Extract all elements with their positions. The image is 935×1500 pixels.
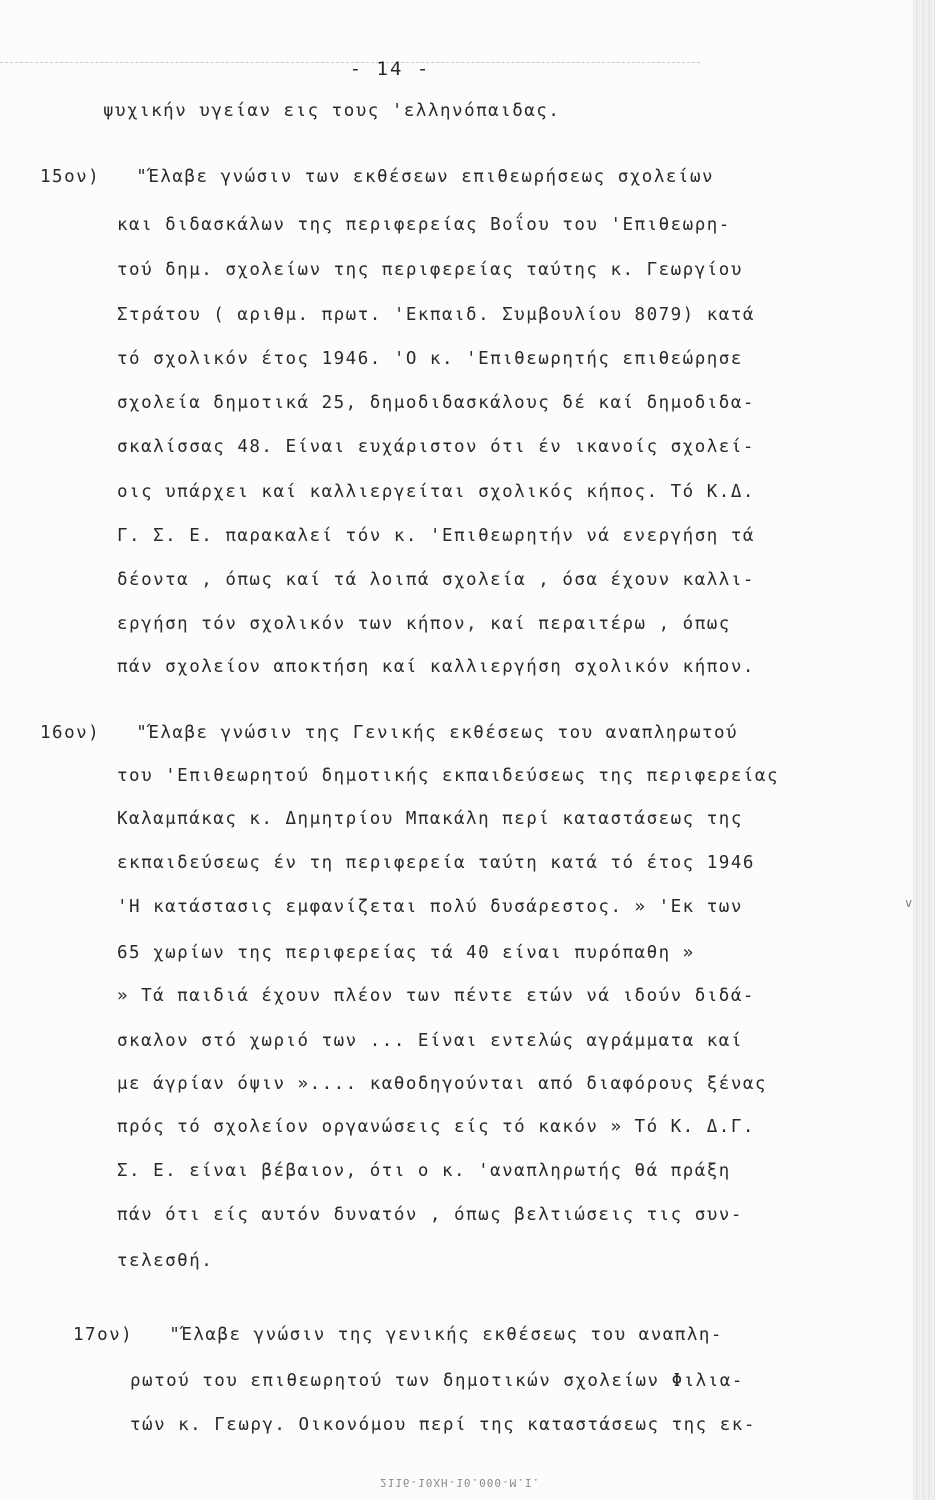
text-line: οις υπάρχει καί καλλιεργείται σχολικός κήπος. Τό Κ.Δ. bbox=[117, 482, 755, 502]
text-line: με άγρίαν όψιν ».... καθοδηγούνται από διαφόρους ξένας bbox=[117, 1074, 767, 1094]
text-line: » Τά παιδιά έχουν πλέον των πέντε ετών νά ιδούν διδά- bbox=[117, 986, 755, 1006]
text-line: 16ον) "Έλαβε γνώσιν της Γενικής εκθέσεως του αναπληρωτού bbox=[40, 723, 739, 743]
text-line: σκαλίσσας 48. Είναι ευχάριστον ότι έν ικανοίς σχολεί- bbox=[117, 437, 755, 457]
text-line: τών κ. Γεωργ. Οικονόμου περί της καταστάσεως της εκ- bbox=[130, 1415, 756, 1435]
margin-mark: v bbox=[905, 896, 913, 910]
text-line: 15ον) "Έλαβε γνώσιν των εκθέσεων επιθεωρήσεως σχολείων bbox=[40, 167, 715, 187]
text-line: εκπαιδεύσεως έν τη περιφερεία ταύτη κατά τό έτος 1946 bbox=[117, 853, 755, 873]
text-line: σκαλον στό χωριό των ... Είναι εντελώς αγράμματα καί bbox=[117, 1031, 743, 1051]
text-line: εργήση τόν σχολικόν των κήπον, καί περαιτέρω , όπως bbox=[117, 614, 731, 634]
text-line: σχολεία δημοτικά 25, δημοδιδασκάλους δέ καί δημοδιδα- bbox=[117, 393, 755, 413]
text-line: τού δημ. σχολείων της περιφερείας ταύτης κ. Γεωργίου bbox=[117, 260, 743, 280]
text-line: 'Η κατάστασις εμφανίζεται πολύ δυσάρεστος. » 'Εκ των bbox=[117, 897, 743, 917]
scan-edge bbox=[913, 0, 935, 1500]
text-line: πάν ότι είς αυτόν δυνατόν , όπως βελτιώσεις τις συν- bbox=[117, 1205, 743, 1225]
text-line: τό σχολικόν έτος 1946. 'Ο κ. 'Επιθεωρητής επιθεώρησε bbox=[117, 349, 743, 369]
text-line: πρός τό σχολείον οργανώσεις είς τό κακόν » Τό Κ. Δ.Γ. bbox=[117, 1117, 755, 1137]
text-line: 65 χωρίων της περιφερείας τά 40 είναι πυρόπαθη » bbox=[117, 943, 695, 963]
text-line: ρωτού του επιθεωρητού των δημοτικών σχολείων Φιλια- bbox=[130, 1371, 744, 1391]
text-line: Στράτου ( αριθμ. πρωτ. 'Εκπαιδ. Συμβουλίου 8079) κατά bbox=[117, 305, 755, 325]
text-line: του 'Επιθεωρητού δημοτικής εκπαιδεύσεως της περιφερείας bbox=[117, 766, 779, 786]
text-line: Σ. Ε. είναι βέβαιον, ότι ο κ. 'αναπληρωτής θά πράξη bbox=[117, 1161, 731, 1181]
page-number: - 14 - bbox=[349, 58, 431, 80]
text-line: δέοντα , όπως καί τά λοιπά σχολεία , όσα έχουν καλλι- bbox=[117, 570, 755, 590]
footer-print-code: 2116-10ΧΗ-10.000-Μ.Ι. bbox=[380, 1476, 541, 1489]
text-line: Καλαμπάκας κ. Δημητρίου Μπακάλη περί καταστάσεως της bbox=[117, 809, 743, 829]
text-line: ψυχικήν υγείαν εις τους 'ελληνόπαιδας. bbox=[103, 101, 561, 121]
text-line: 17ον) "Έλαβε γνώσιν της γενικής εκθέσεως του αναπλη- bbox=[73, 1325, 723, 1345]
text-line: τελεσθή. bbox=[117, 1251, 214, 1271]
text-line: πάν σχολείον αποκτήση καί καλλιεργήση σχολικόν κήπον. bbox=[117, 657, 755, 677]
text-line: και διδασκάλων της περιφερείας Βοΐου του 'Επιθεωρη- bbox=[117, 215, 731, 235]
text-line: Γ. Σ. Ε. παρακαλεί τόν κ. 'Επιθεωρητήν νά ενεργήση τά bbox=[117, 526, 755, 546]
